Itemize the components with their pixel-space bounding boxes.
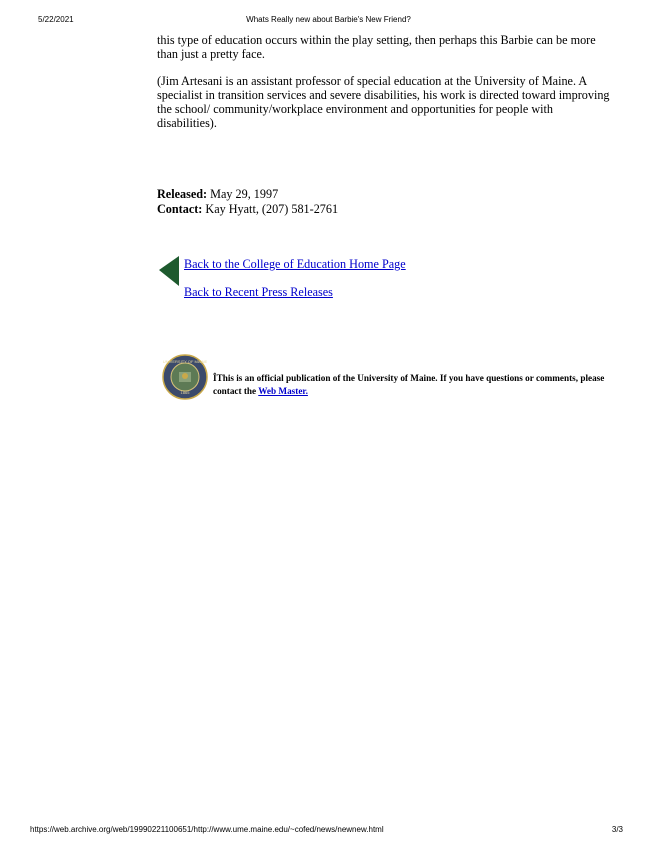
body-paragraph-1: this type of education occurs within the play setting, then perhaps this Barbie can be more than just a pretty face. bbox=[157, 33, 596, 61]
print-header bbox=[0, 15, 657, 27]
print-footer bbox=[0, 825, 657, 837]
press-releases-link[interactable]: Back to Recent Press Releases bbox=[184, 285, 333, 299]
released-label: Released: bbox=[157, 187, 208, 201]
college-home-link[interactable]: Back to the College of Education Home Page bbox=[184, 257, 406, 271]
print-date: 5/22/2021 bbox=[38, 15, 74, 24]
contact-label: Contact: bbox=[157, 202, 203, 216]
back-arrow-icon[interactable] bbox=[159, 256, 181, 286]
source-url: https://web.archive.org/web/19990221100651/http://www.ume.maine.edu/~cofed/news/newnew.html bbox=[30, 825, 384, 834]
official-notice bbox=[213, 372, 613, 398]
released-line bbox=[157, 187, 338, 202]
release-info bbox=[157, 187, 338, 217]
body-paragraph-2: (Jim Artesani is an assistant professor of special education at the University of Maine. A specialist in transition services and severe disabilities, his work is directed toward improving the school/ community/workplace environment and opportunities for people with disabilities). bbox=[157, 74, 610, 130]
university-seal-icon bbox=[162, 354, 208, 400]
seal-text: UNIVERSITY OF MAINE bbox=[162, 359, 208, 364]
contact-line bbox=[157, 202, 338, 217]
print-title: Whats Really new about Barbie's New Friend? bbox=[246, 15, 411, 24]
released-date: May 29, 1997 bbox=[207, 187, 279, 201]
official-text: This is an official publication of the University of Maine. If you have questions or comments, please contact the bbox=[213, 373, 605, 396]
page-number: 3/3 bbox=[611, 825, 623, 834]
webmaster-link[interactable]: Web Master. bbox=[258, 386, 308, 396]
contact-value: Kay Hyatt, (207) 581-2761 bbox=[202, 202, 339, 216]
notice-glyph: Î bbox=[213, 373, 217, 383]
seal-year: 1865 bbox=[180, 390, 190, 395]
